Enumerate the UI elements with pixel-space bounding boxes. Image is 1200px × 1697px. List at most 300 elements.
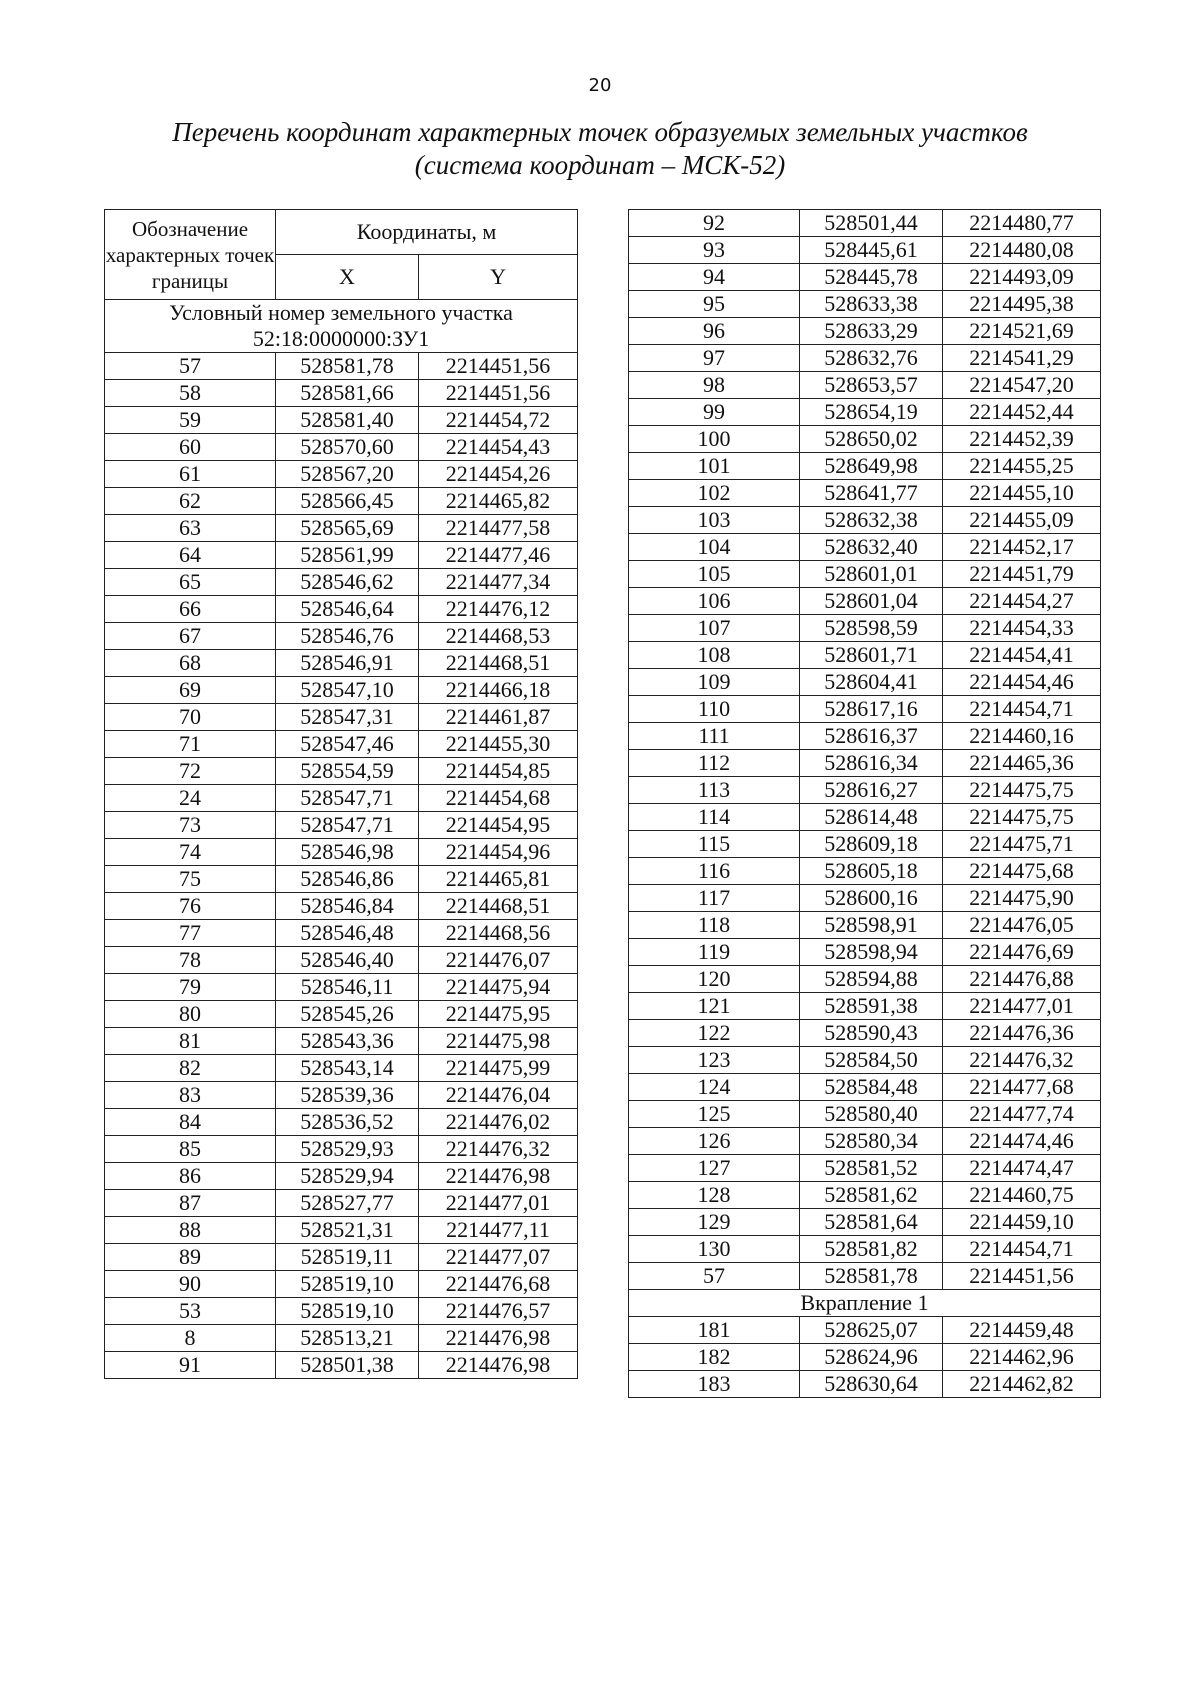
land-plot-label: Условный номер земельного участка	[169, 300, 513, 325]
point-number: 69	[105, 677, 276, 704]
x-coordinate: 528543,36	[276, 1028, 419, 1055]
table-row	[629, 1047, 1101, 1074]
y-coordinate: 2214477,74	[943, 1101, 1101, 1128]
point-number: 98	[629, 372, 800, 399]
point-number: 103	[629, 507, 800, 534]
point-number: 102	[629, 480, 800, 507]
x-coordinate: 528546,76	[276, 623, 419, 650]
y-coordinate: 2214476,98	[419, 1352, 578, 1379]
table-row	[105, 1055, 578, 1082]
y-coordinate: 2214454,33	[943, 615, 1101, 642]
coordinates-table-right	[628, 209, 1101, 1398]
x-coordinate: 528632,76	[800, 345, 943, 372]
x-coordinate: 528601,01	[800, 561, 943, 588]
y-coordinate: 2214452,39	[943, 426, 1101, 453]
y-coordinate: 2214477,01	[943, 993, 1101, 1020]
y-coordinate: 2214452,44	[943, 399, 1101, 426]
point-number: 101	[629, 453, 800, 480]
point-number: 116	[629, 858, 800, 885]
point-number: 106	[629, 588, 800, 615]
table-row	[105, 893, 578, 920]
point-number: 181	[629, 1317, 800, 1344]
x-coordinate: 528614,48	[800, 804, 943, 831]
table-row	[629, 1236, 1101, 1263]
y-coordinate: 2214476,32	[419, 1136, 578, 1163]
x-coordinate: 528653,57	[800, 372, 943, 399]
table-row	[105, 812, 578, 839]
table-row	[105, 1244, 578, 1271]
y-coordinate: 2214476,07	[419, 947, 578, 974]
x-coordinate: 528570,60	[276, 434, 419, 461]
x-coordinate: 528547,71	[276, 812, 419, 839]
point-number: 93	[629, 237, 800, 264]
x-coordinate: 528598,94	[800, 939, 943, 966]
point-number: 60	[105, 434, 276, 461]
y-coordinate: 2214476,36	[943, 1020, 1101, 1047]
y-coordinate: 2214454,96	[419, 839, 578, 866]
table-row	[629, 1101, 1101, 1128]
table-row	[629, 399, 1101, 426]
table-row	[629, 696, 1101, 723]
table-row	[629, 1020, 1101, 1047]
y-coordinate: 2214477,34	[419, 569, 578, 596]
point-number: 182	[629, 1344, 800, 1371]
point-number: 123	[629, 1047, 800, 1074]
y-coordinate: 2214476,68	[419, 1271, 578, 1298]
point-number: 89	[105, 1244, 276, 1271]
point-number: 114	[629, 804, 800, 831]
point-number: 86	[105, 1163, 276, 1190]
point-number: 108	[629, 642, 800, 669]
table-row	[105, 1352, 578, 1379]
table-row	[629, 561, 1101, 588]
x-coordinate: 528581,52	[800, 1155, 943, 1182]
table-row	[105, 488, 578, 515]
x-coordinate: 528584,48	[800, 1074, 943, 1101]
table-row	[629, 912, 1101, 939]
point-number: 24	[105, 785, 276, 812]
table-row	[629, 345, 1101, 372]
x-coordinate: 528630,64	[800, 1371, 943, 1398]
x-coordinate: 528547,31	[276, 704, 419, 731]
x-coordinate: 528632,40	[800, 534, 943, 561]
table-row	[105, 1298, 578, 1325]
y-coordinate: 2214476,69	[943, 939, 1101, 966]
x-coordinate: 528546,91	[276, 650, 419, 677]
x-coordinate: 528580,40	[800, 1101, 943, 1128]
y-coordinate: 2214461,87	[419, 704, 578, 731]
y-coordinate: 2214468,53	[419, 623, 578, 650]
table-row	[105, 623, 578, 650]
table-row	[105, 461, 578, 488]
table-row	[629, 750, 1101, 777]
table-row	[105, 434, 578, 461]
y-coordinate: 2214476,04	[419, 1082, 578, 1109]
table-row	[105, 1190, 578, 1217]
x-coordinate: 528633,29	[800, 318, 943, 345]
table-row	[629, 1344, 1101, 1371]
x-coordinate: 528654,19	[800, 399, 943, 426]
y-coordinate: 2214454,43	[419, 434, 578, 461]
y-header: Y	[419, 255, 578, 300]
table-row	[629, 210, 1101, 237]
point-number: 109	[629, 669, 800, 696]
x-coordinate: 528633,38	[800, 291, 943, 318]
y-coordinate: 2214452,17	[943, 534, 1101, 561]
y-coordinate: 2214476,57	[419, 1298, 578, 1325]
point-number: 58	[105, 380, 276, 407]
y-coordinate: 2214521,69	[943, 318, 1101, 345]
y-coordinate: 2214475,75	[943, 804, 1101, 831]
table-row	[629, 723, 1101, 750]
point-number: 80	[105, 1001, 276, 1028]
point-number: 117	[629, 885, 800, 912]
x-coordinate: 528609,18	[800, 831, 943, 858]
table-row	[105, 1001, 578, 1028]
y-coordinate: 2214451,79	[943, 561, 1101, 588]
y-coordinate: 2214454,46	[943, 669, 1101, 696]
x-coordinate: 528625,07	[800, 1317, 943, 1344]
table-row	[629, 939, 1101, 966]
point-number: 70	[105, 704, 276, 731]
point-number: 62	[105, 488, 276, 515]
y-coordinate: 2214475,94	[419, 974, 578, 1001]
point-number: 127	[629, 1155, 800, 1182]
table-row	[105, 1028, 578, 1055]
y-coordinate: 2214477,58	[419, 515, 578, 542]
x-coordinate: 528546,40	[276, 947, 419, 974]
y-coordinate: 2214477,07	[419, 1244, 578, 1271]
x-header: X	[276, 255, 419, 300]
table-row	[629, 264, 1101, 291]
point-number: 124	[629, 1074, 800, 1101]
table-row	[105, 866, 578, 893]
point-number: 92	[629, 210, 800, 237]
y-coordinate: 2214547,20	[943, 372, 1101, 399]
table-row	[105, 1163, 578, 1190]
right-table-body-inclusion	[629, 1317, 1101, 1398]
x-coordinate: 528539,36	[276, 1082, 419, 1109]
x-coordinate: 528566,45	[276, 488, 419, 515]
table-row	[629, 237, 1101, 264]
point-number: 59	[105, 407, 276, 434]
x-coordinate: 528547,46	[276, 731, 419, 758]
point-number: 68	[105, 650, 276, 677]
y-coordinate: 2214476,88	[943, 966, 1101, 993]
point-number: 87	[105, 1190, 276, 1217]
x-coordinate: 528547,10	[276, 677, 419, 704]
table-row	[629, 831, 1101, 858]
point-number: 111	[629, 723, 800, 750]
table-row	[105, 407, 578, 434]
table-row	[105, 569, 578, 596]
point-number: 118	[629, 912, 800, 939]
y-coordinate: 2214460,75	[943, 1182, 1101, 1209]
y-coordinate: 2214476,98	[419, 1163, 578, 1190]
point-number: 79	[105, 974, 276, 1001]
x-coordinate: 528616,34	[800, 750, 943, 777]
y-coordinate: 2214455,09	[943, 507, 1101, 534]
table-row	[105, 596, 578, 623]
point-number: 64	[105, 542, 276, 569]
y-coordinate: 2214451,56	[943, 1263, 1101, 1290]
y-coordinate: 2214466,18	[419, 677, 578, 704]
y-coordinate: 2214465,82	[419, 488, 578, 515]
inclusion-section-header: Вкрапление 1	[629, 1290, 1101, 1317]
x-coordinate: 528581,62	[800, 1182, 943, 1209]
y-coordinate: 2214455,25	[943, 453, 1101, 480]
x-coordinate: 528598,91	[800, 912, 943, 939]
x-coordinate: 528501,38	[276, 1352, 419, 1379]
y-coordinate: 2214454,26	[419, 461, 578, 488]
x-coordinate: 528554,59	[276, 758, 419, 785]
table-row	[105, 677, 578, 704]
x-coordinate: 528545,26	[276, 1001, 419, 1028]
coordinates-header: Координаты, м	[276, 210, 578, 255]
table-row	[629, 372, 1101, 399]
table-row	[105, 353, 578, 380]
y-coordinate: 2214476,32	[943, 1047, 1101, 1074]
x-coordinate: 528594,88	[800, 966, 943, 993]
y-coordinate: 2214459,48	[943, 1317, 1101, 1344]
point-number: 115	[629, 831, 800, 858]
x-coordinate: 528584,50	[800, 1047, 943, 1074]
title-line-2: (система координат – МСК-52)	[414, 150, 786, 180]
y-coordinate: 2214454,72	[419, 407, 578, 434]
x-coordinate: 528605,18	[800, 858, 943, 885]
y-coordinate: 2214459,10	[943, 1209, 1101, 1236]
x-coordinate: 528445,61	[800, 237, 943, 264]
table-row	[629, 777, 1101, 804]
point-number: 105	[629, 561, 800, 588]
x-coordinate: 528519,10	[276, 1298, 419, 1325]
point-number: 122	[629, 1020, 800, 1047]
table-row	[629, 426, 1101, 453]
x-coordinate: 528529,94	[276, 1163, 419, 1190]
table-row	[629, 615, 1101, 642]
y-coordinate: 2214475,75	[943, 777, 1101, 804]
y-coordinate: 2214475,68	[943, 858, 1101, 885]
x-coordinate: 528546,11	[276, 974, 419, 1001]
table-row	[629, 1128, 1101, 1155]
point-number: 57	[629, 1263, 800, 1290]
table-row	[629, 453, 1101, 480]
x-coordinate: 528546,84	[276, 893, 419, 920]
x-coordinate: 528649,98	[800, 453, 943, 480]
table-row	[629, 885, 1101, 912]
point-number: 71	[105, 731, 276, 758]
y-coordinate: 2214475,98	[419, 1028, 578, 1055]
table-row	[105, 1217, 578, 1244]
table-row	[105, 974, 578, 1001]
y-coordinate: 2214475,90	[943, 885, 1101, 912]
point-number: 119	[629, 939, 800, 966]
point-number: 63	[105, 515, 276, 542]
coordinates-table-left	[104, 209, 578, 1379]
point-number: 121	[629, 993, 800, 1020]
point-number: 126	[629, 1128, 800, 1155]
point-number: 125	[629, 1101, 800, 1128]
table-row	[105, 515, 578, 542]
x-coordinate: 528617,16	[800, 696, 943, 723]
point-number: 96	[629, 318, 800, 345]
x-coordinate: 528519,10	[276, 1271, 419, 1298]
table-row	[105, 380, 578, 407]
point-number: 113	[629, 777, 800, 804]
table-row	[105, 731, 578, 758]
x-coordinate: 528547,71	[276, 785, 419, 812]
point-number: 83	[105, 1082, 276, 1109]
point-number: 73	[105, 812, 276, 839]
x-coordinate: 528581,40	[276, 407, 419, 434]
table-row	[105, 947, 578, 974]
y-coordinate: 2214462,82	[943, 1371, 1101, 1398]
x-coordinate: 528580,34	[800, 1128, 943, 1155]
y-coordinate: 2214454,68	[419, 785, 578, 812]
y-coordinate: 2214462,96	[943, 1344, 1101, 1371]
point-number: 91	[105, 1352, 276, 1379]
table-row	[629, 534, 1101, 561]
y-coordinate: 2214454,71	[943, 1236, 1101, 1263]
y-coordinate: 2214460,16	[943, 723, 1101, 750]
y-coordinate: 2214480,08	[943, 237, 1101, 264]
x-coordinate: 528641,77	[800, 480, 943, 507]
table-row	[105, 758, 578, 785]
point-number: 130	[629, 1236, 800, 1263]
point-number: 84	[105, 1109, 276, 1136]
table-row	[629, 804, 1101, 831]
table-row	[629, 507, 1101, 534]
table-row	[629, 1182, 1101, 1209]
x-coordinate: 528546,86	[276, 866, 419, 893]
x-coordinate: 528527,77	[276, 1190, 419, 1217]
point-number: 74	[105, 839, 276, 866]
point-number: 88	[105, 1217, 276, 1244]
table-row	[629, 1317, 1101, 1344]
x-coordinate: 528536,52	[276, 1109, 419, 1136]
x-coordinate: 528581,82	[800, 1236, 943, 1263]
point-number: 78	[105, 947, 276, 974]
x-coordinate: 528581,64	[800, 1209, 943, 1236]
y-coordinate: 2214475,71	[943, 831, 1101, 858]
x-coordinate: 528561,99	[276, 542, 419, 569]
y-coordinate: 2214475,99	[419, 1055, 578, 1082]
table-row	[105, 920, 578, 947]
x-coordinate: 528600,16	[800, 885, 943, 912]
y-coordinate: 2214455,30	[419, 731, 578, 758]
point-number: 120	[629, 966, 800, 993]
y-coordinate: 2214477,68	[943, 1074, 1101, 1101]
x-coordinate: 528529,93	[276, 1136, 419, 1163]
point-number: 72	[105, 758, 276, 785]
point-number: 95	[629, 291, 800, 318]
y-coordinate: 2214455,10	[943, 480, 1101, 507]
table-row	[629, 993, 1101, 1020]
x-coordinate: 528581,78	[276, 353, 419, 380]
table-row	[629, 318, 1101, 345]
x-coordinate: 528601,04	[800, 588, 943, 615]
x-coordinate: 528521,31	[276, 1217, 419, 1244]
x-coordinate: 528519,11	[276, 1244, 419, 1271]
x-coordinate: 528445,78	[800, 264, 943, 291]
x-coordinate: 528590,43	[800, 1020, 943, 1047]
y-coordinate: 2214477,01	[419, 1190, 578, 1217]
x-coordinate: 528616,37	[800, 723, 943, 750]
table-row	[629, 1263, 1101, 1290]
y-coordinate: 2214474,46	[943, 1128, 1101, 1155]
x-coordinate: 528513,21	[276, 1325, 419, 1352]
x-coordinate: 528581,66	[276, 380, 419, 407]
table-row	[629, 1155, 1101, 1182]
x-coordinate: 528650,02	[800, 426, 943, 453]
right-table-body	[629, 210, 1101, 1290]
point-number: 81	[105, 1028, 276, 1055]
document-title	[130, 116, 1070, 182]
point-number: 110	[629, 696, 800, 723]
table-row	[629, 480, 1101, 507]
x-coordinate: 528543,14	[276, 1055, 419, 1082]
y-coordinate: 2214476,02	[419, 1109, 578, 1136]
table-row	[105, 1082, 578, 1109]
point-number: 183	[629, 1371, 800, 1398]
table-row	[105, 1136, 578, 1163]
x-coordinate: 528598,59	[800, 615, 943, 642]
point-number: 94	[629, 264, 800, 291]
y-coordinate: 2214451,56	[419, 380, 578, 407]
x-coordinate: 528567,20	[276, 461, 419, 488]
x-coordinate: 528546,98	[276, 839, 419, 866]
point-number: 57	[105, 353, 276, 380]
table-row	[105, 839, 578, 866]
point-number: 128	[629, 1182, 800, 1209]
x-coordinate: 528624,96	[800, 1344, 943, 1371]
y-coordinate: 2214476,12	[419, 596, 578, 623]
table-row	[105, 542, 578, 569]
table-row	[105, 1325, 578, 1352]
land-plot-number: 52:18:0000000:ЗУ1	[252, 326, 430, 351]
point-number: 76	[105, 893, 276, 920]
point-designation-header: Обозначение характерных точек границы	[105, 210, 276, 300]
x-coordinate: 528565,69	[276, 515, 419, 542]
y-coordinate: 2214468,51	[419, 650, 578, 677]
point-number: 129	[629, 1209, 800, 1236]
y-coordinate: 2214451,56	[419, 353, 578, 380]
y-coordinate: 2214476,98	[419, 1325, 578, 1352]
point-number: 53	[105, 1298, 276, 1325]
table-row	[105, 1271, 578, 1298]
point-number: 67	[105, 623, 276, 650]
x-coordinate: 528632,38	[800, 507, 943, 534]
y-coordinate: 2214477,46	[419, 542, 578, 569]
x-coordinate: 528581,78	[800, 1263, 943, 1290]
point-number: 107	[629, 615, 800, 642]
table-row	[105, 704, 578, 731]
table-row	[629, 291, 1101, 318]
point-number: 75	[105, 866, 276, 893]
table-row	[629, 669, 1101, 696]
y-coordinate: 2214465,81	[419, 866, 578, 893]
x-coordinate: 528501,44	[800, 210, 943, 237]
land-plot-section-header	[105, 300, 578, 353]
point-number: 112	[629, 750, 800, 777]
y-coordinate: 2214454,41	[943, 642, 1101, 669]
page-number: 20	[588, 75, 612, 96]
x-coordinate: 528601,71	[800, 642, 943, 669]
point-number: 90	[105, 1271, 276, 1298]
y-coordinate: 2214476,05	[943, 912, 1101, 939]
table-row	[105, 785, 578, 812]
table-row	[629, 966, 1101, 993]
